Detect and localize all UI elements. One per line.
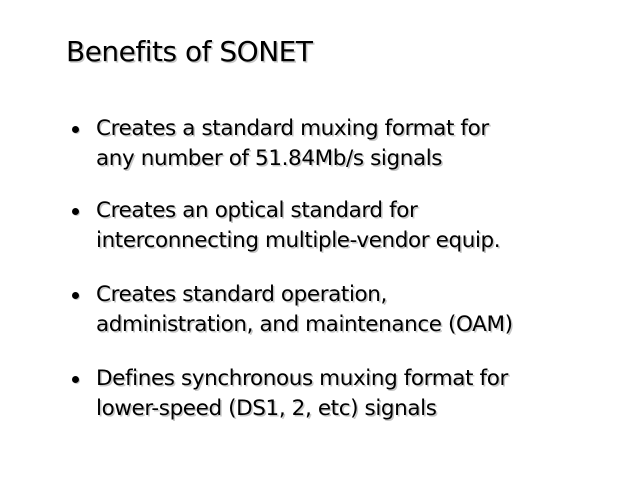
bullet-line: Creates an optical standard for: [96, 198, 418, 223]
bullet-line: administration, and maintenance (OAM): [96, 312, 513, 337]
bullet-icon: [72, 292, 79, 299]
bullet-text: [96, 280, 636, 340]
bullet-line: Creates a standard muxing format for: [96, 116, 489, 141]
slide-title: Benefits of SONET: [66, 35, 313, 68]
bullet-line: interconnecting multiple-vendor equip.: [96, 228, 501, 253]
bullet-icon: [72, 208, 79, 215]
bullet-icon: [72, 376, 79, 383]
bullet-line: lower-speed (DS1, 2, etc) signals: [96, 396, 437, 421]
bullet-line: Defines synchronous muxing format for: [96, 366, 508, 391]
bullet-line: Creates standard operation,: [96, 282, 387, 307]
bullet-line: any number of 51.84Mb/s signals: [96, 146, 443, 171]
bullet-icon: [72, 126, 79, 133]
bullet-text: [96, 196, 636, 256]
bullet-text: [96, 364, 636, 424]
bullet-text: [96, 114, 636, 174]
